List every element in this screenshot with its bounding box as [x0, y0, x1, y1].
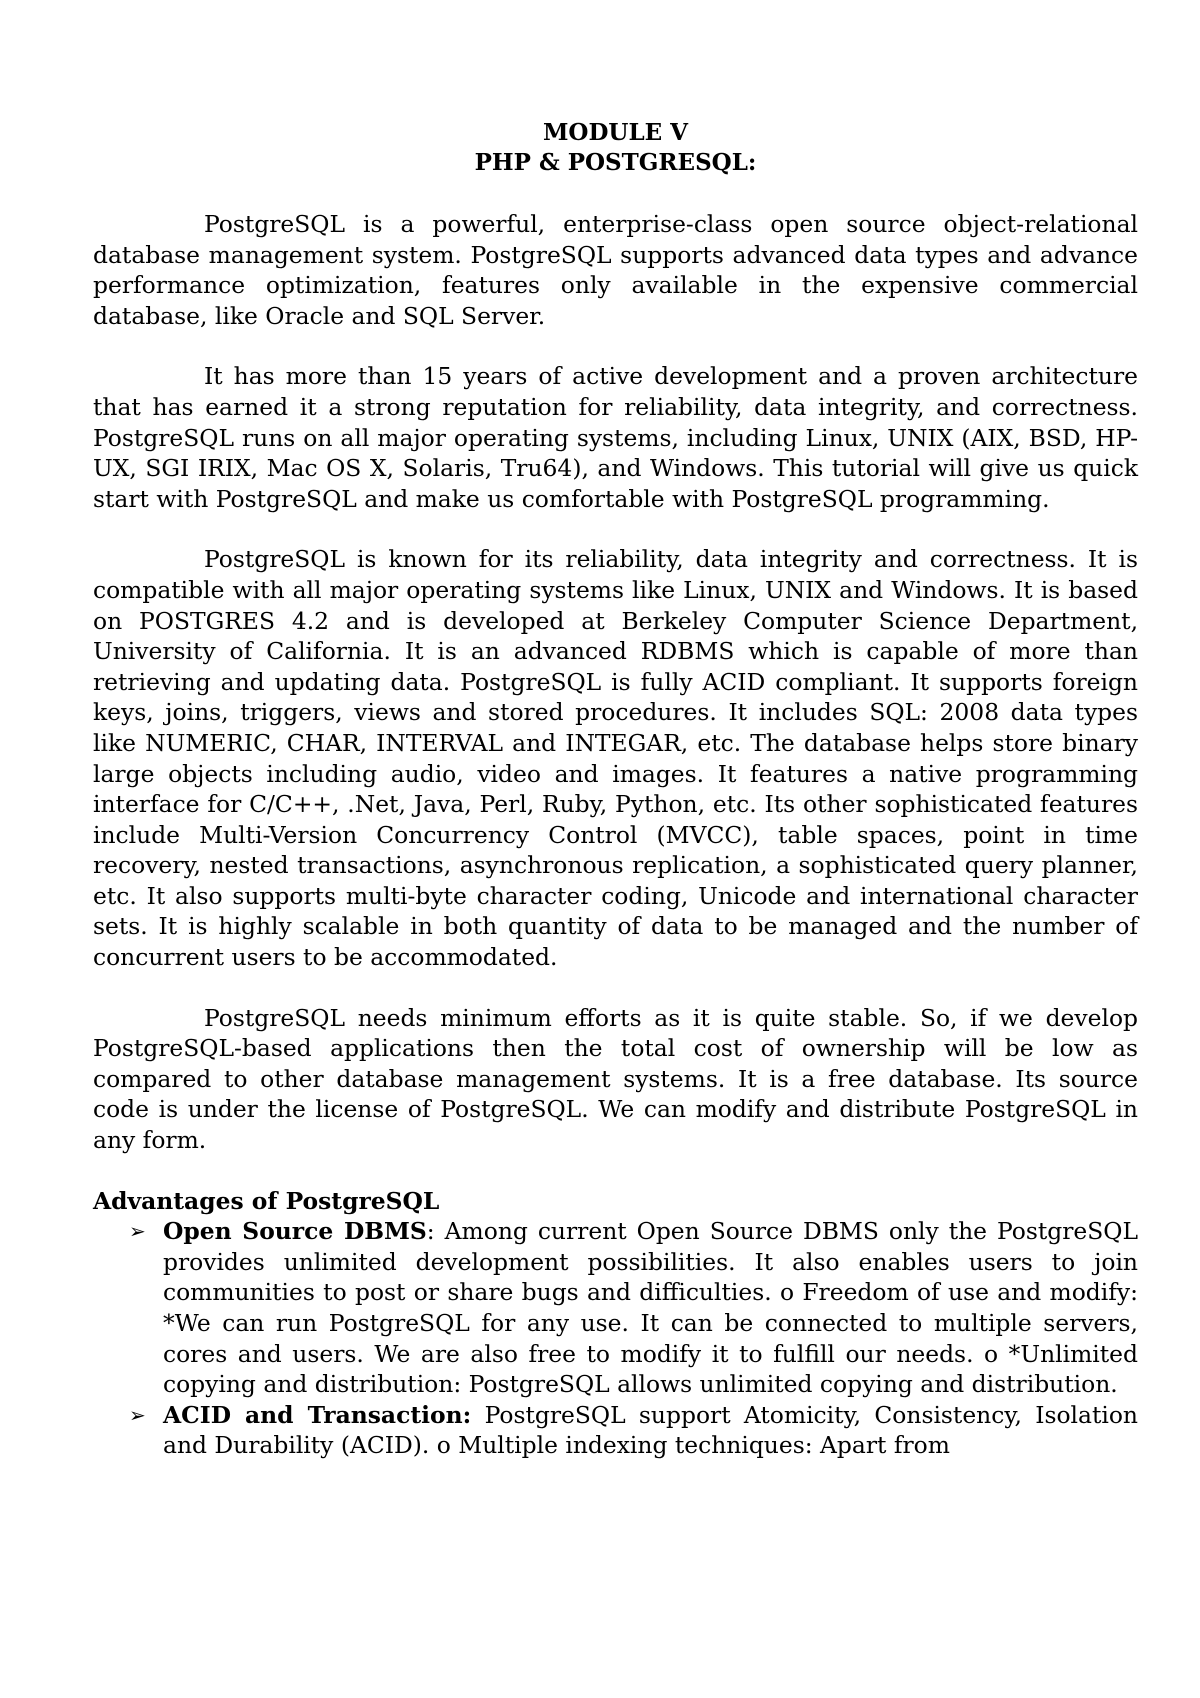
arrow-bullet-icon: ➢	[129, 1219, 146, 1244]
list-item-text: PostgreSQL support Atomicity, Consistency, Isolation and Durability (ACID). o Multiple indexing techniques: Apart from	[163, 1400, 1138, 1460]
list-item-acid	[129, 1400, 1138, 1461]
paragraph-features: PostgreSQL is known for its reliability, data integrity and correctness. It is compatible with all major operating systems like Linux, UNIX and Windows. It is based on POSTGRES 4.2 and is developed at Berkeley Computer Science Department, University of California. It is an advanced RDBMS which is capable of more than retrieving and updating data. PostgreSQL is fully ACID compliant. It supports foreign keys, joins, triggers, views and stored procedures. It includes SQL: 2008 data types like NUMERIC, CHAR, INTERVAL and INTEGAR, etc. The database helps store binary large objects including audio, video and images. It features a native programming interface for C/C++, .Net, Java, Perl, Ruby, Python, etc. Its other sophisticated features include Multi-Version Concurrency Control (MVCC), table spaces, point in time recovery, nested transactions, asynchronous replication, a sophisticated query planner, etc. It also supports multi-byte character coding, Unicode and international character sets. It is highly scalable in both quantity of data to be managed and the number of concurrent users to be accommodated.	[93, 545, 1138, 972]
document-page	[93, 118, 1138, 1461]
arrow-bullet-icon: ➢	[129, 1402, 146, 1427]
advantages-list	[93, 1216, 1138, 1461]
paragraph-cost: PostgreSQL needs minimum efforts as it is quite stable. So, if we develop PostgreSQL-based applications then the total cost of ownership will be low as compared to other database management systems. It is a free database. Its source code is under the license of PostgreSQL. We can modify and distribute PostgreSQL in any form.	[93, 1003, 1138, 1155]
paragraph-history: It has more than 15 years of active development and a proven architecture that has earned it a strong reputation for reliability, data integrity, and correctness. PostgreSQL runs on all major operating systems, including Linux, UNIX (AIX, BSD, HP-UX, SGI IRIX, Mac OS X, Solaris, Tru64), and Windows. This tutorial will give us quick start with PostgreSQL and make us comfortable with PostgreSQL programming.	[93, 362, 1138, 513]
list-item-lead: Open Source DBMS	[163, 1217, 427, 1246]
document-subtitle: PHP & POSTGRESQL:	[474, 149, 757, 176]
module-title: MODULE V	[542, 119, 689, 146]
list-item-text: : Among current Open Source DBMS only the PostgreSQL provides unlimited development possibilities. It also enables users to join communities to post or share bugs and difficulties. o Freedom of use and modify: *We can run PostgreSQL for any use. It can be connected to multiple servers, cores and users. We are also free to modify it to fulfill our needs. o *Unlimited copying and distribution: PostgreSQL allows unlimited copying and distribution.	[163, 1217, 1138, 1399]
paragraph-intro: PostgreSQL is a powerful, enterprise-class open source object-relational database management system. PostgreSQL supports advanced data types and advance performance optimization, features only available in the expensive commercial database, like Oracle and SQL Server.	[93, 210, 1138, 330]
list-item-open-source	[129, 1216, 1138, 1400]
advantages-heading: Advantages of PostgreSQL	[93, 1186, 440, 1215]
list-item-lead: ACID and Transaction:	[163, 1400, 472, 1429]
